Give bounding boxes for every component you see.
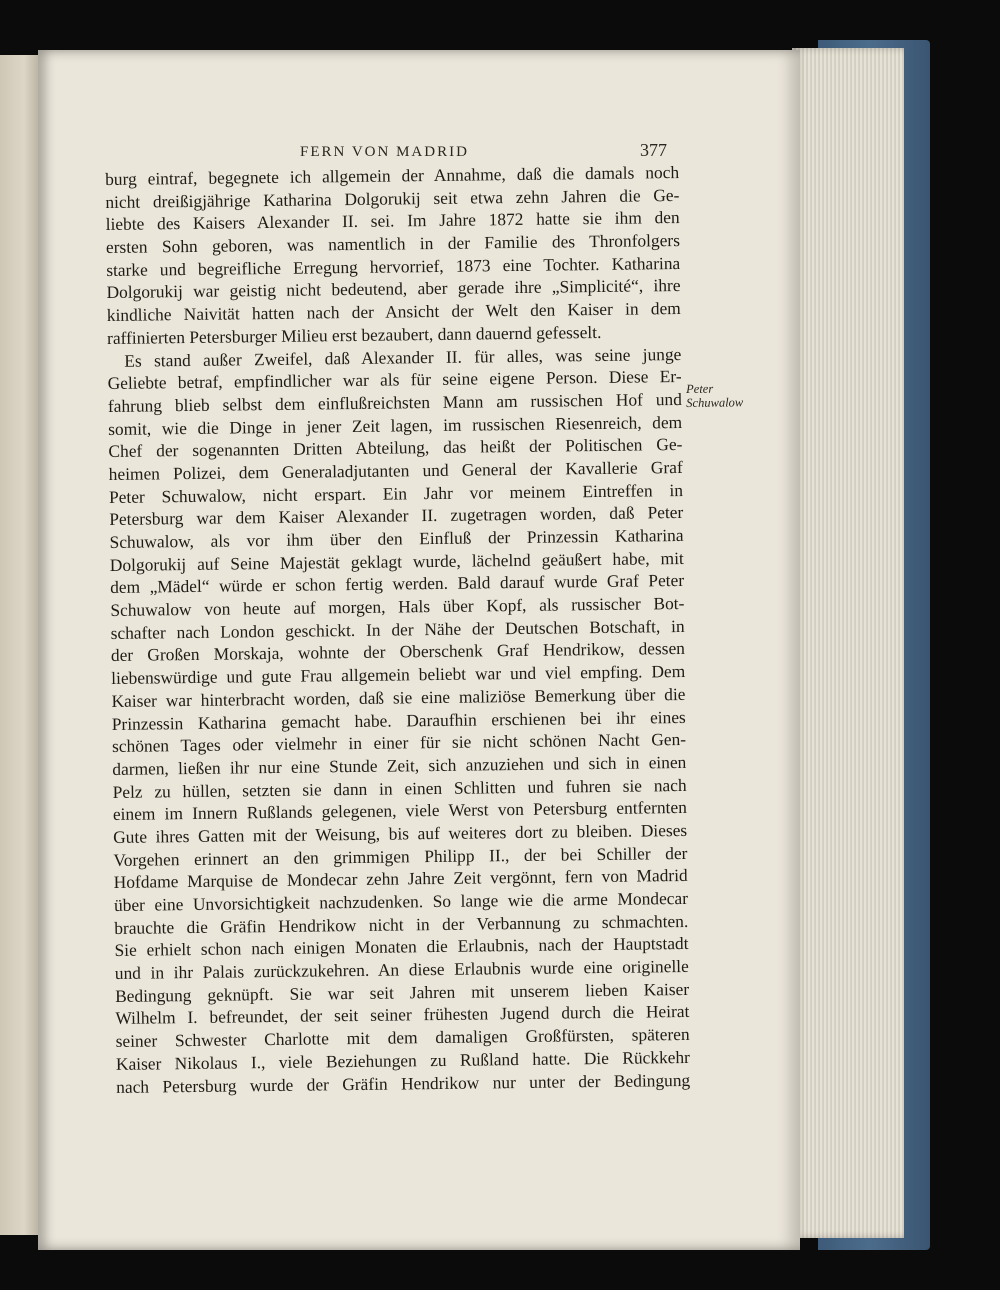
text-line: Prinzessin Katharina gemacht habe. Daraufhin erschienen bei ihr eines bbox=[111, 706, 686, 734]
text-line: Wilhelm I. befreundet, der seit seiner frühesten Jugend durch die Heirat bbox=[115, 1001, 690, 1029]
text-line: Schuwalow von heute auf morgen, Hals über Kopf, als russischer Bot- bbox=[110, 593, 685, 621]
text-line: fahrung blieb selbst dem einflußreichsten Mann am russischen Hof und bbox=[107, 388, 682, 416]
text-line: nach Petersburg wurde der Gräfin Hendrikow nur unter der Bedingung bbox=[116, 1069, 691, 1097]
text-line: Petersburg war dem Kaiser Alexander II. zugetragen worden, daß Peter bbox=[109, 502, 684, 530]
text-line: der Großen Morskaja, wohnte der Oberschenk Graf Hendrikow, dessen bbox=[110, 638, 686, 666]
text-line: ersten Sohn geboren, was namentlich in der Familie des Thronfolgers bbox=[105, 230, 681, 258]
text-line: über eine Unvorsichtigkeit nachzudenken. So lange wie die arme Mondecar bbox=[113, 887, 689, 915]
text-line: Geliebte betraf, empfindlicher war als für seine eigene Person. Diese Er- bbox=[107, 366, 682, 394]
text-line: Vorgehen erinnert an den grimmigen Philipp II., der bei Schiller der bbox=[113, 842, 688, 870]
body-text bbox=[105, 161, 690, 1098]
text-line: raffinierten Petersburger Milieu erst bezaubert, dann dauernd gefesselt. bbox=[106, 321, 602, 348]
text-line: Peter Schuwalow, nicht erspart. Ein Jahr vor meinem Eintreffen in bbox=[108, 479, 684, 507]
text-line: Schuwalow, als vor ihm über den Einfluß der Prinzessin Katharina bbox=[109, 524, 684, 552]
margin-note-line: Schuwalow bbox=[686, 395, 744, 410]
text-line: Gute ihres Gatten mit der Weisung, bis auf weiteres dort zu bleiben. Dieses bbox=[113, 819, 688, 847]
text-line: Es stand außer Zweifel, daß Alexander II. für alles, was seine junge bbox=[124, 343, 682, 371]
text-line: Kaiser war hinterbracht worden, daß sie eine maliziöse Bemerkung über die bbox=[111, 683, 686, 711]
text-line: brauchte die Gräfin Hendrikow nicht in der Verbannung zu schmachten. bbox=[114, 910, 689, 938]
text-line: seiner Schwester Charlotte mit dem damaligen Großfürsten, späteren bbox=[115, 1024, 690, 1052]
text-line: Sie erhielt schon nach einigen Monaten die Erlaubnis, nach der Hauptstadt bbox=[114, 933, 689, 961]
left-page-edge bbox=[0, 55, 40, 1235]
text-line: und in ihr Palais zurückzukehren. An diese Erlaubnis wurde eine originelle bbox=[114, 955, 689, 984]
text-line: heimen Polizei, dem Generaladjutanten und General der Kavallerie Graf bbox=[108, 456, 683, 484]
text-line: burg eintraf, begegnete ich allgemein der Annahme, daß die damals noch bbox=[105, 161, 680, 189]
margin-note-line: Peter bbox=[686, 381, 714, 396]
text-line: starke und begreifliche Erregung hervorrief, 1873 eine Tochter. Katharina bbox=[106, 252, 681, 280]
page-number: 377 bbox=[640, 140, 667, 160]
running-title: FERN VON MADRID bbox=[300, 144, 469, 160]
text-line: Dolgorukij auf Seine Majestät geklagt wurde, lächelnd geäußert habe, mit bbox=[109, 547, 684, 575]
page-edges bbox=[792, 48, 904, 1238]
text-line: Dolgorukij war geistig nicht bedeutend, aber gerade ihre „Simplicité“, ihre bbox=[106, 275, 681, 303]
text-line: kindliche Naivität hatten nach der Ansicht der Welt den Kaiser in dem bbox=[106, 298, 681, 326]
text-line: darmen, ließen ihr nur eine Stunde Zeit, sich anzuziehen und sich in einen bbox=[112, 751, 687, 779]
text-line: Hofdame Marquise de Mondecar zehn Jahre Zeit vergönnt, fern von Madrid bbox=[113, 865, 688, 893]
text-line: Chef der sogenannten Dritten Abteilung, das heißt der Politischen Ge- bbox=[108, 434, 683, 462]
margin-note bbox=[686, 381, 743, 410]
text-line: somit, wie die Dinge in jener Zeit lagen, im russischen Riesenreich, dem bbox=[108, 411, 683, 439]
text-line: Bedingung geknüpft. Sie war seit Jahren mit unserem lieben Kaiser bbox=[114, 978, 690, 1006]
text-line: Pelz zu hüllen, setzten sie dann in einen Schlitten und fuhren sie nach bbox=[112, 774, 687, 802]
text-line: schönen Tages oder vielmehr in einer für sie nicht schönen Nacht Gen- bbox=[111, 729, 687, 757]
text-line: liebte des Kaisers Alexander II. sei. Im Jahre 1872 hatte sie ihm den bbox=[105, 207, 680, 235]
text-line: einem im Innern Rußlands gelegenen, viele Werst von Petersburg entfernten bbox=[112, 797, 687, 825]
text-line: schafter nach London geschickt. In der Nähe der Deutschen Botschaft, in bbox=[110, 615, 685, 643]
text-line: Kaiser Nikolaus I., viele Beziehungen zu Rußland hatte. Die Rückkehr bbox=[115, 1046, 691, 1074]
text-line: dem „Mädel“ würde er schon fertig werden. Bald darauf wurde Graf Peter bbox=[110, 570, 685, 598]
text-line: nicht dreißigjährige Katharina Dolgorukij seit etwa zehn Jahren die Ge- bbox=[105, 184, 680, 212]
text-line: liebenswürdige und gute Frau allgemein beliebt war und viel empfing. Dem bbox=[111, 661, 686, 689]
